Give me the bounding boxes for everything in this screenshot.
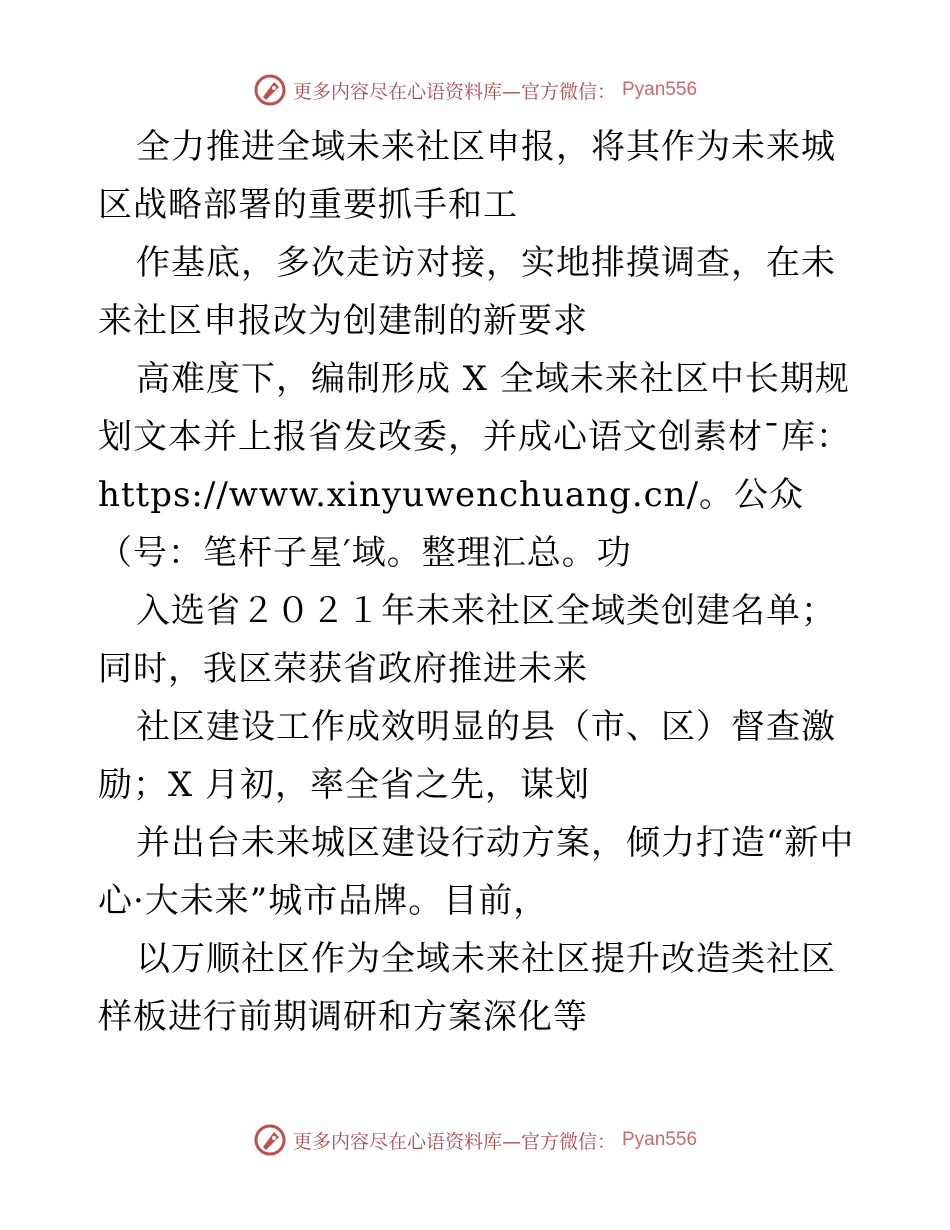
paragraph: 以万顺社区作为全域未来社区提升改造类社区样板进行前期调研和方案深化等 <box>98 939 836 1037</box>
document-body <box>98 118 858 1046</box>
paragraph: 全力推进全域未来社区申报，将其作为未来城区战略部署的重要抓手和工 <box>98 127 836 225</box>
header-banner-id: Pyan556 <box>622 79 698 100</box>
paragraph: 社区建设工作成效明显的县（市、区）督查激励；X 月初，率全省之先，谋划 <box>98 707 836 805</box>
paragraph: 高难度下，编制形成 X 全域未来社区中长期规划文本并上报省发改委，并成心语文创素材¯库：https://www.xinyuwenchuang.cn/。公众（号：笔杆子星′域。整理汇总。功 <box>98 359 851 573</box>
footer-banner-text: 更多内容尽在心语资料库—官方微信： <box>292 1130 616 1153</box>
footer-banner <box>0 1120 950 1160</box>
paragraph: 作基底，多次走访对接，实地排摸调查，在未来社区申报改为创建制的新要求 <box>98 243 836 341</box>
pen-nib-logo-icon <box>253 1123 287 1157</box>
footer-banner-id: Pyan556 <box>622 1129 698 1150</box>
pen-nib-logo-icon <box>253 73 287 107</box>
header-banner <box>0 70 950 110</box>
header-banner-text: 更多内容尽在心语资料库—官方微信： <box>292 80 616 103</box>
paragraph: 并出台未来城区建设行动方案，倾力打造“新中心·大未来”城市品牌。目前， <box>98 823 855 921</box>
paragraph: 入选省２０２１年未来社区全域类创建名单；同时，我区荣获省政府推进未来 <box>98 591 836 689</box>
